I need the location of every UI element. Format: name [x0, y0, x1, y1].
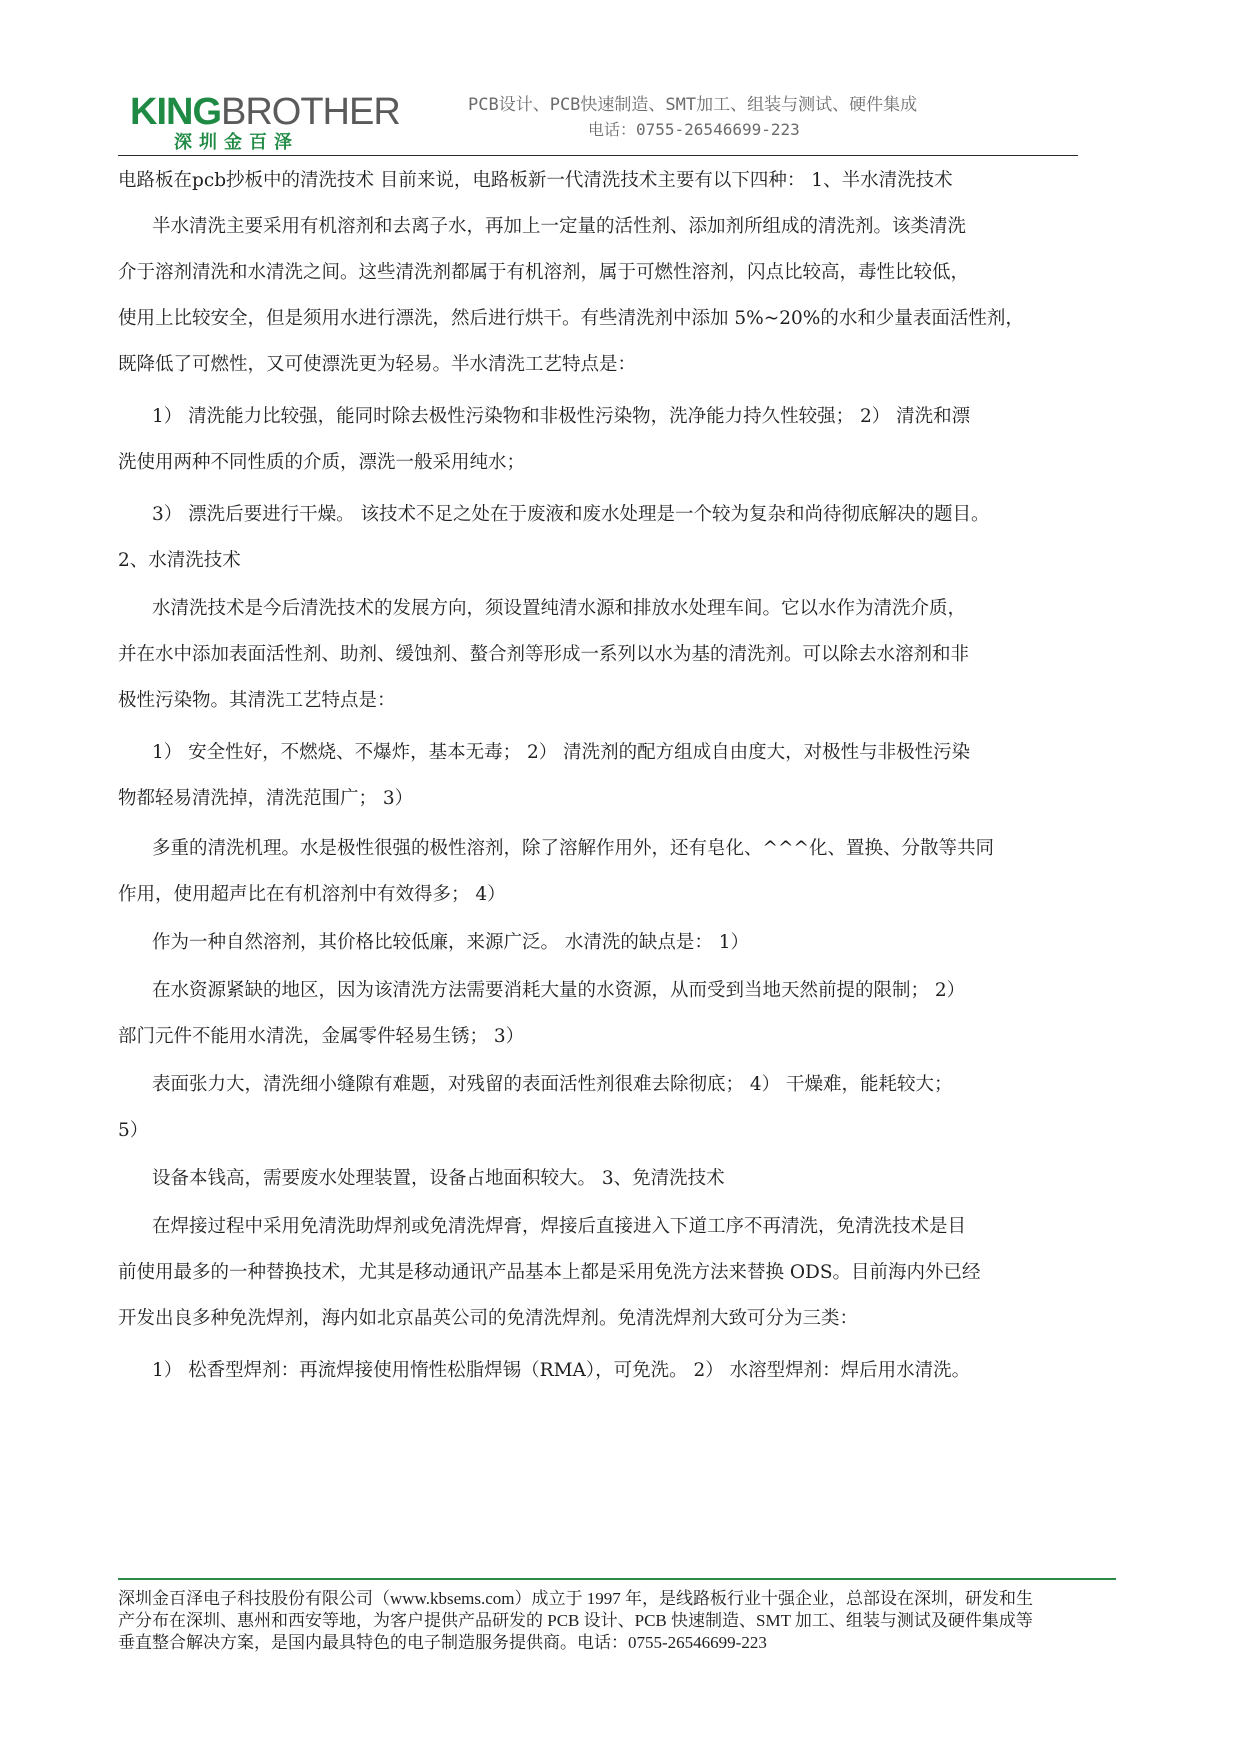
body-line: 作用，使用超声比在有机溶剂中有效得多； 4） — [118, 884, 506, 905]
body-line: 洗使用两种不同性质的介质，漂洗一般采用纯水； — [118, 452, 526, 473]
body-line: 多重的清洗机理。水是极性很强的极性溶剂，除了溶解作用外，还有皂化、^^^化、置换、分散等共同 — [152, 838, 995, 859]
body-line: 水清洗技术是今后清洗技术的发展方向，须设置纯清水源和排放水处理车间。它以水作为清洗介质， — [152, 598, 967, 619]
logo-wordmark — [130, 92, 400, 132]
body-line: 1） 松香型焊剂：再流焊接使用惰性松脂焊锡（RMA），可免洗。 2） 水溶型焊剂：焊后用水清洗。 — [152, 1360, 971, 1381]
body-line: 在水资源紧缺的地区，因为该清洗方法需要消耗大量的水资源，从而受到当地天然前提的限制； 2） — [152, 980, 966, 1001]
body-line: 表面张力大，清洗细小缝隙有难题，对残留的表面活性剂很难去除彻底； 4） 干燥难，能耗较大； — [152, 1074, 953, 1095]
page-header — [118, 86, 1078, 156]
footer-divider — [118, 1578, 1116, 1580]
section-heading: 2、水清洗技术 — [118, 550, 241, 571]
body-line: 5） — [118, 1120, 149, 1141]
body-line: 物都轻易清洗掉，清洗范围广； 3） — [118, 788, 414, 809]
logo-king: KING — [130, 91, 221, 133]
body-line: 并在水中添加表面活性剂、助剂、缓蚀剂、螯合剂等形成一系列以水为基的清洗剂。可以除去水溶剂和非 — [118, 644, 970, 665]
footer-line: 产分布在深圳、惠州和西安等地，为客户提供产品研发的 PCB 设计、PCB 快速制造、SMT 加工、组装与测试及硬件集成等 — [118, 1611, 1033, 1630]
footer-line: 深圳金百泽电子科技股份有限公司（www.kbsems.com）成立于 1997 年，是线路板行业十强企业，总部设在深圳，研发和生 — [118, 1589, 1033, 1608]
body-line: 开发出良多种免洗焊剂，海内如北京晶英公司的免清洗焊剂。免清洗焊剂大致可分为三类： — [118, 1308, 859, 1329]
company-logo — [130, 92, 430, 152]
body-line: 使用上比较安全，但是须用水进行漂洗，然后进行烘干。有些清洗剂中添加 5%~20%的水和少量表面活性剂， — [118, 308, 1024, 329]
body-line: 极性污染物。其清洗工艺特点是： — [118, 690, 396, 711]
body-line: 设备本钱高，需要废水处理装置，设备占地面积较大。 3、免清洗技术 — [152, 1168, 725, 1189]
body-line: 在焊接过程中采用免清洗助焊剂或免清洗焊膏，焊接后直接进入下道工序不再清洗，免清洗技术是目 — [152, 1216, 967, 1237]
body-line: 前使用最多的一种替换技术，尤其是移动通讯产品基本上都是采用免洗方法来替换 ODS。目前海内外已经 — [118, 1262, 981, 1283]
header-tagline: PCB设计、PCB快速制造、SMT加工、组装与测试、硬件集成 — [468, 95, 918, 115]
body-line: 既降低了可燃性，又可使漂洗更为轻易。半水清洗工艺特点是： — [118, 354, 637, 375]
logo-chinese-name: 深圳金百泽 — [174, 132, 299, 153]
header-divider — [118, 155, 1078, 156]
body-line: 半水清洗主要采用有机溶剂和去离子水，再加上一定量的活性剂、添加剂所组成的清洗剂。该类清洗 — [152, 216, 967, 237]
body-line: 介于溶剂清洗和水清洗之间。这些清洗剂都属于有机溶剂，属于可燃性溶剂，闪点比较高，毒性比较低， — [118, 262, 970, 283]
body-line: 1） 安全性好，不燃烧、不爆炸，基本无毒； 2） 清洗剂的配方组成自由度大，对极性与非极性污染 — [152, 742, 971, 763]
body-line: 部门元件不能用水清洗，金属零件轻易生锈； 3） — [118, 1026, 525, 1047]
body-line: 作为一种自然溶剂，其价格比较低廉，来源广泛。 水清洗的缺点是： 1） — [152, 932, 750, 953]
body-line: 3） 漂洗后要进行干燥。 该技术不足之处在于废液和废水处理是一个较为复杂和尚待彻底解决的题目。 — [152, 504, 990, 525]
body-line: 电路板在pcb抄板中的清洗技术 目前来说，电路板新一代清洗技术主要有以下四种： 1、半水清洗技术 — [118, 170, 953, 191]
logo-brother: BROTHER — [221, 91, 400, 133]
footer-line: 垂直整合解决方案，是国内最具特色的电子制造服务提供商。电话：0755-26546699-223 — [118, 1633, 767, 1652]
body-line: 1） 清洗能力比较强，能同时除去极性污染物和非极性污染物，洗净能力持久性较强； 2） 清洗和漂 — [152, 406, 971, 427]
header-phone: 电话：0755-26546699-223 — [588, 120, 800, 139]
